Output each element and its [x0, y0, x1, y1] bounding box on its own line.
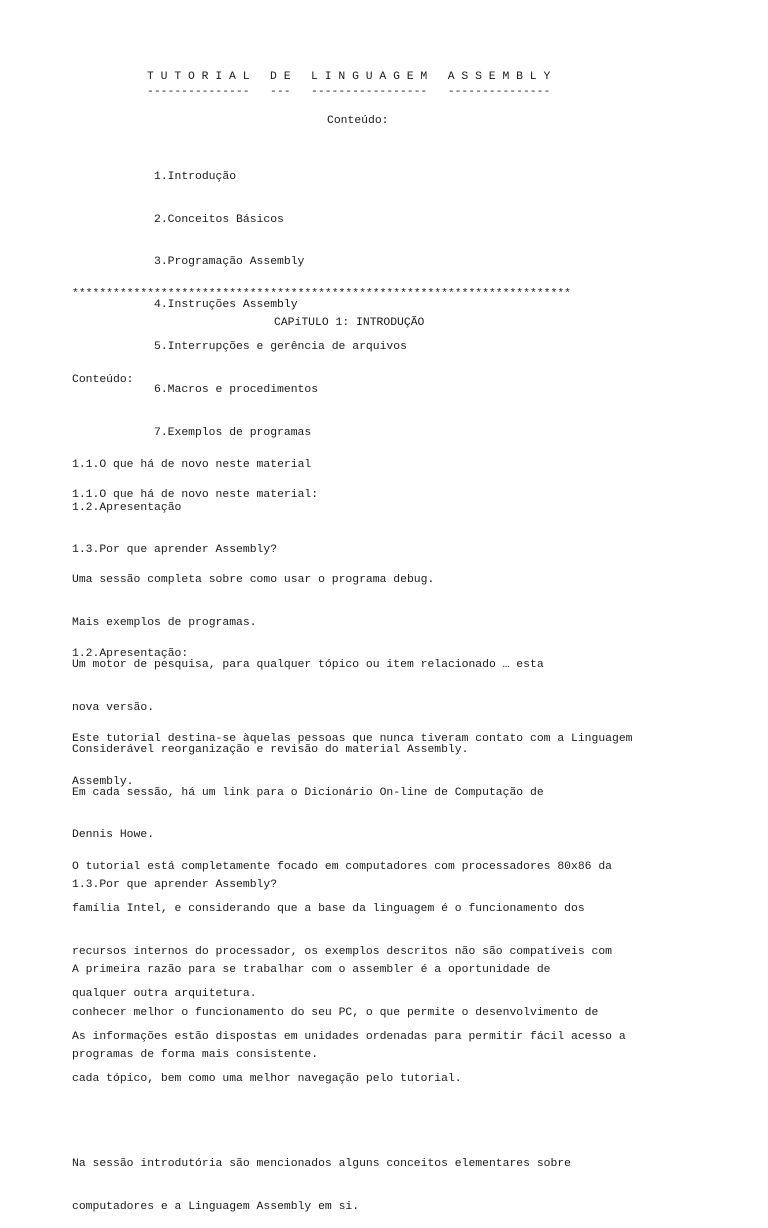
- chapter-toc-item: 1.2.Apresentação: [72, 501, 182, 514]
- paragraph-line: Mais exemplos de programas.: [72, 616, 257, 629]
- section-heading: 1.3.Por que aprender Assembly?: [72, 879, 278, 891]
- toc-item: 6.Macros e procedimentos: [154, 383, 319, 396]
- paragraph-line: programas de forma mais consistente.: [72, 1049, 319, 1061]
- paragraph-line: qualquer outra arquitetura.: [72, 988, 257, 1000]
- toc-heading: Conteúdo:: [327, 115, 389, 127]
- chapter-toc-item: 1.3.Por que aprender Assembly?: [72, 544, 278, 556]
- toc-item: 4.Instruções Assembly: [154, 298, 298, 311]
- paragraph-line: nova versão.: [72, 701, 155, 714]
- paragraph-line: Na sessão introdutória são mencionados alguns conceitos elementares sobre: [72, 1158, 571, 1170]
- paragraph-line: Considerável reorganização e revisão do material Assembly.: [72, 744, 469, 756]
- paragraph-line: Dennis Howe.: [72, 829, 155, 841]
- section-heading: 1.2.Apresentação:: [72, 648, 189, 660]
- paragraph-line: Uma sessão completa sobre como usar o programa debug.: [72, 574, 435, 586]
- paragraph-line: família Intel, e considerando que a base da linguagem é o funcionamento dos: [72, 903, 585, 915]
- section-1-3: [72, 850, 598, 1077]
- paragraph-line: recursos internos do processador, os exemplos descritos não são compatíveis com: [72, 945, 613, 958]
- paragraph-line: conhecer melhor o funcionamento do seu PC, o que permite o desenvolvimento de: [72, 1006, 599, 1019]
- toc-item: 5.Interrupções e gerência de arquivos: [154, 341, 407, 354]
- chapter-title: CAPíTULO 1: INTRODUÇÃO: [274, 317, 425, 329]
- section-heading: 1.1.O que há de novo neste material:: [72, 489, 319, 501]
- paragraph-line: Um motor de pesquisa, para qualquer tópico ou item relacionado … esta: [72, 659, 544, 671]
- paragraph-line: Este tutorial destina-se àquelas pessoas que nunca tiveram contato com a Linguagem: [72, 733, 633, 745]
- paragraph-line: Assembly.: [72, 775, 134, 788]
- toc-item: 3.Programação Assembly: [154, 256, 305, 269]
- separator-line: *************************************************************************: [72, 288, 571, 300]
- chapter-toc-heading: Conteúdo:: [72, 374, 134, 386]
- toc-item: 1.Introdução: [154, 171, 237, 183]
- chapter-toc-item: 1.1.O que há de novo neste material: [72, 459, 312, 471]
- title-underline: --------------- --- ----------------- ---------------: [147, 86, 551, 98]
- paragraph-line: computadores e a Linguagem Assembly em si.: [72, 1200, 360, 1213]
- toc-item: 7.Exemplos de programas: [154, 426, 312, 439]
- paragraph-line: As informações estão dispostas em unidades ordenadas para permitir fácil acesso a: [72, 1030, 626, 1043]
- document-title: T U T O R I A L D E L I N G U A G E M A S S E M B L Y: [147, 71, 551, 83]
- paragraph-line: A primeira razão para se trabalhar com o assembler é a oportunidade de: [72, 964, 551, 976]
- paragraph-line: cada tópico, bem como uma melhor navegação pelo tutorial.: [72, 1073, 462, 1085]
- paragraph-line: Em cada sessão, há um link para o Dicionário On-line de Computação de: [72, 786, 544, 799]
- toc-item: 2.Conceitos Básicos: [154, 213, 284, 226]
- paragraph-line: O tutorial está completamente focado em computadores com processadores 80x86 da: [72, 860, 613, 873]
